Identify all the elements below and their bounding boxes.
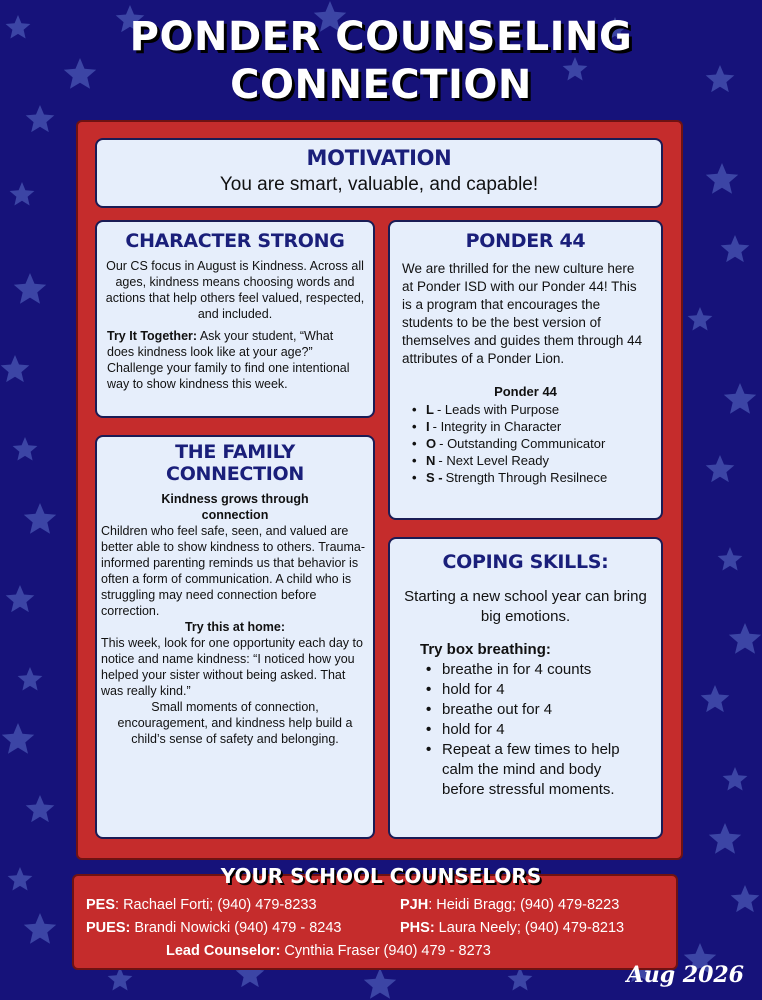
family-closing: Small moments of connection, encouragement, and kindness help build a child’s sense of safety and belonging.	[117, 700, 353, 746]
star-icon	[26, 105, 55, 132]
ponder44-box	[388, 220, 663, 520]
character-strong-box	[95, 220, 375, 418]
star-icon	[18, 667, 43, 691]
star-icon	[701, 685, 730, 712]
counselor-pjh: PJH: Heidi Bragg; (940) 479-8223	[400, 897, 620, 913]
star-icon	[14, 273, 46, 304]
star-icon	[24, 503, 56, 534]
list-item: • breathe out for 4	[426, 700, 661, 720]
character-strong-heading: CHARACTER STRONG	[125, 230, 345, 252]
star-icon	[706, 163, 738, 194]
family-body: Children who feel safe, seen, and valued are better able to show kindness to others. Trauma-informed parenting reminds us that behavior is often a form of communication. A child who is struggling may need connection before correction.	[101, 524, 366, 618]
star-icon	[508, 967, 533, 991]
list-item: • O - Outstanding Communicator	[412, 436, 606, 451]
family-heading-line1: THE FAMILY	[175, 441, 295, 463]
star-icon	[721, 235, 750, 262]
ponder44-list-title: Ponder 44	[494, 384, 557, 399]
list-item: • I - Integrity in Character	[412, 419, 562, 434]
list-item: • hold for 4	[426, 680, 661, 700]
counselor-pues: PUES: Brandi Nowicki (940) 479 - 8243	[86, 920, 342, 936]
star-icon	[709, 823, 741, 854]
motivation-heading: MOTIVATION	[306, 146, 452, 170]
family-subheading: Kindness grows through connection	[161, 492, 309, 522]
star-icon	[1, 355, 30, 382]
try-together-text: Ask your student, “What does kindness look like at your age?” Challenge your family to find one intentional way to show kindness this week.	[107, 329, 350, 391]
family-try-heading: Try this at home:	[184, 620, 286, 634]
coping-subheading: Try box breathing:	[420, 641, 551, 658]
ponder44-heading: PONDER 44	[465, 230, 586, 252]
star-icon	[108, 967, 133, 991]
coping-list	[390, 660, 661, 800]
star-icon	[26, 795, 55, 822]
star-icon	[688, 307, 713, 331]
coping-heading: COPING SKILLS:	[442, 551, 609, 573]
counselor-phs: PHS: Laura Neely; (940) 479-8213	[400, 920, 625, 936]
star-icon	[24, 913, 56, 944]
star-icon	[718, 547, 743, 571]
list-item: • S - Strength Through Resilnece	[412, 470, 608, 485]
star-icon	[10, 182, 35, 206]
try-together-label: Try It Together:	[107, 329, 198, 343]
star-icon	[729, 623, 761, 654]
ponder44-list	[390, 401, 661, 486]
motivation-text: You are smart, valuable, and capable!	[219, 174, 539, 195]
list-item: • L - Leads with Purpose	[412, 402, 560, 417]
list-item: • N - Next Level Ready	[412, 453, 549, 468]
motivation-box	[95, 138, 663, 208]
date-signature: Aug 2026	[626, 962, 744, 988]
star-icon	[364, 968, 396, 999]
coping-lead: Starting a new school year can bring big emotions.	[404, 588, 647, 625]
character-strong-try	[97, 322, 373, 392]
ponder44-body: We are thrilled for the new culture here at Ponder ISD with our Ponder 44! This is a program that encourages the students to be the best version of themselves and guides them through 44 attributes of a Ponder Lion.	[402, 261, 643, 366]
star-icon	[723, 767, 748, 791]
star-icon	[731, 885, 760, 912]
star-icon	[13, 437, 38, 461]
list-item: • breathe in for 4 counts	[426, 660, 661, 680]
character-strong-body: Our CS focus in August is Kindness. Across all ages, kindness means choosing words and actions that help others feel valued, respected, and included.	[105, 259, 365, 321]
star-icon	[6, 585, 35, 612]
coping-skills-box	[388, 537, 663, 839]
family-try-body: This week, look for one opportunity each day to notice and name kindness: “I noticed how you helped your sister without being asked. That was really kind.”	[101, 636, 363, 698]
star-icon	[724, 383, 756, 414]
page-title-line2: CONNECTION	[230, 62, 532, 108]
family-connection-box	[95, 435, 375, 839]
counselor-lead: Lead Counselor: Cynthia Fraser (940) 479 - 8273	[166, 943, 491, 959]
family-heading-line2: CONNECTION	[166, 463, 304, 485]
star-icon	[706, 455, 735, 482]
counselor-pes: PES: Rachael Forti; (940) 479-8233	[86, 897, 317, 913]
list-item: • hold for 4	[426, 720, 661, 740]
page-title-line1: PONDER COUNSELING	[129, 14, 633, 60]
star-icon	[2, 723, 34, 754]
counselors-heading: YOUR SCHOOL COUNSELORS	[220, 864, 542, 888]
list-item: • Repeat a few times to help calm the mind and body before stressful moments.	[426, 740, 626, 800]
